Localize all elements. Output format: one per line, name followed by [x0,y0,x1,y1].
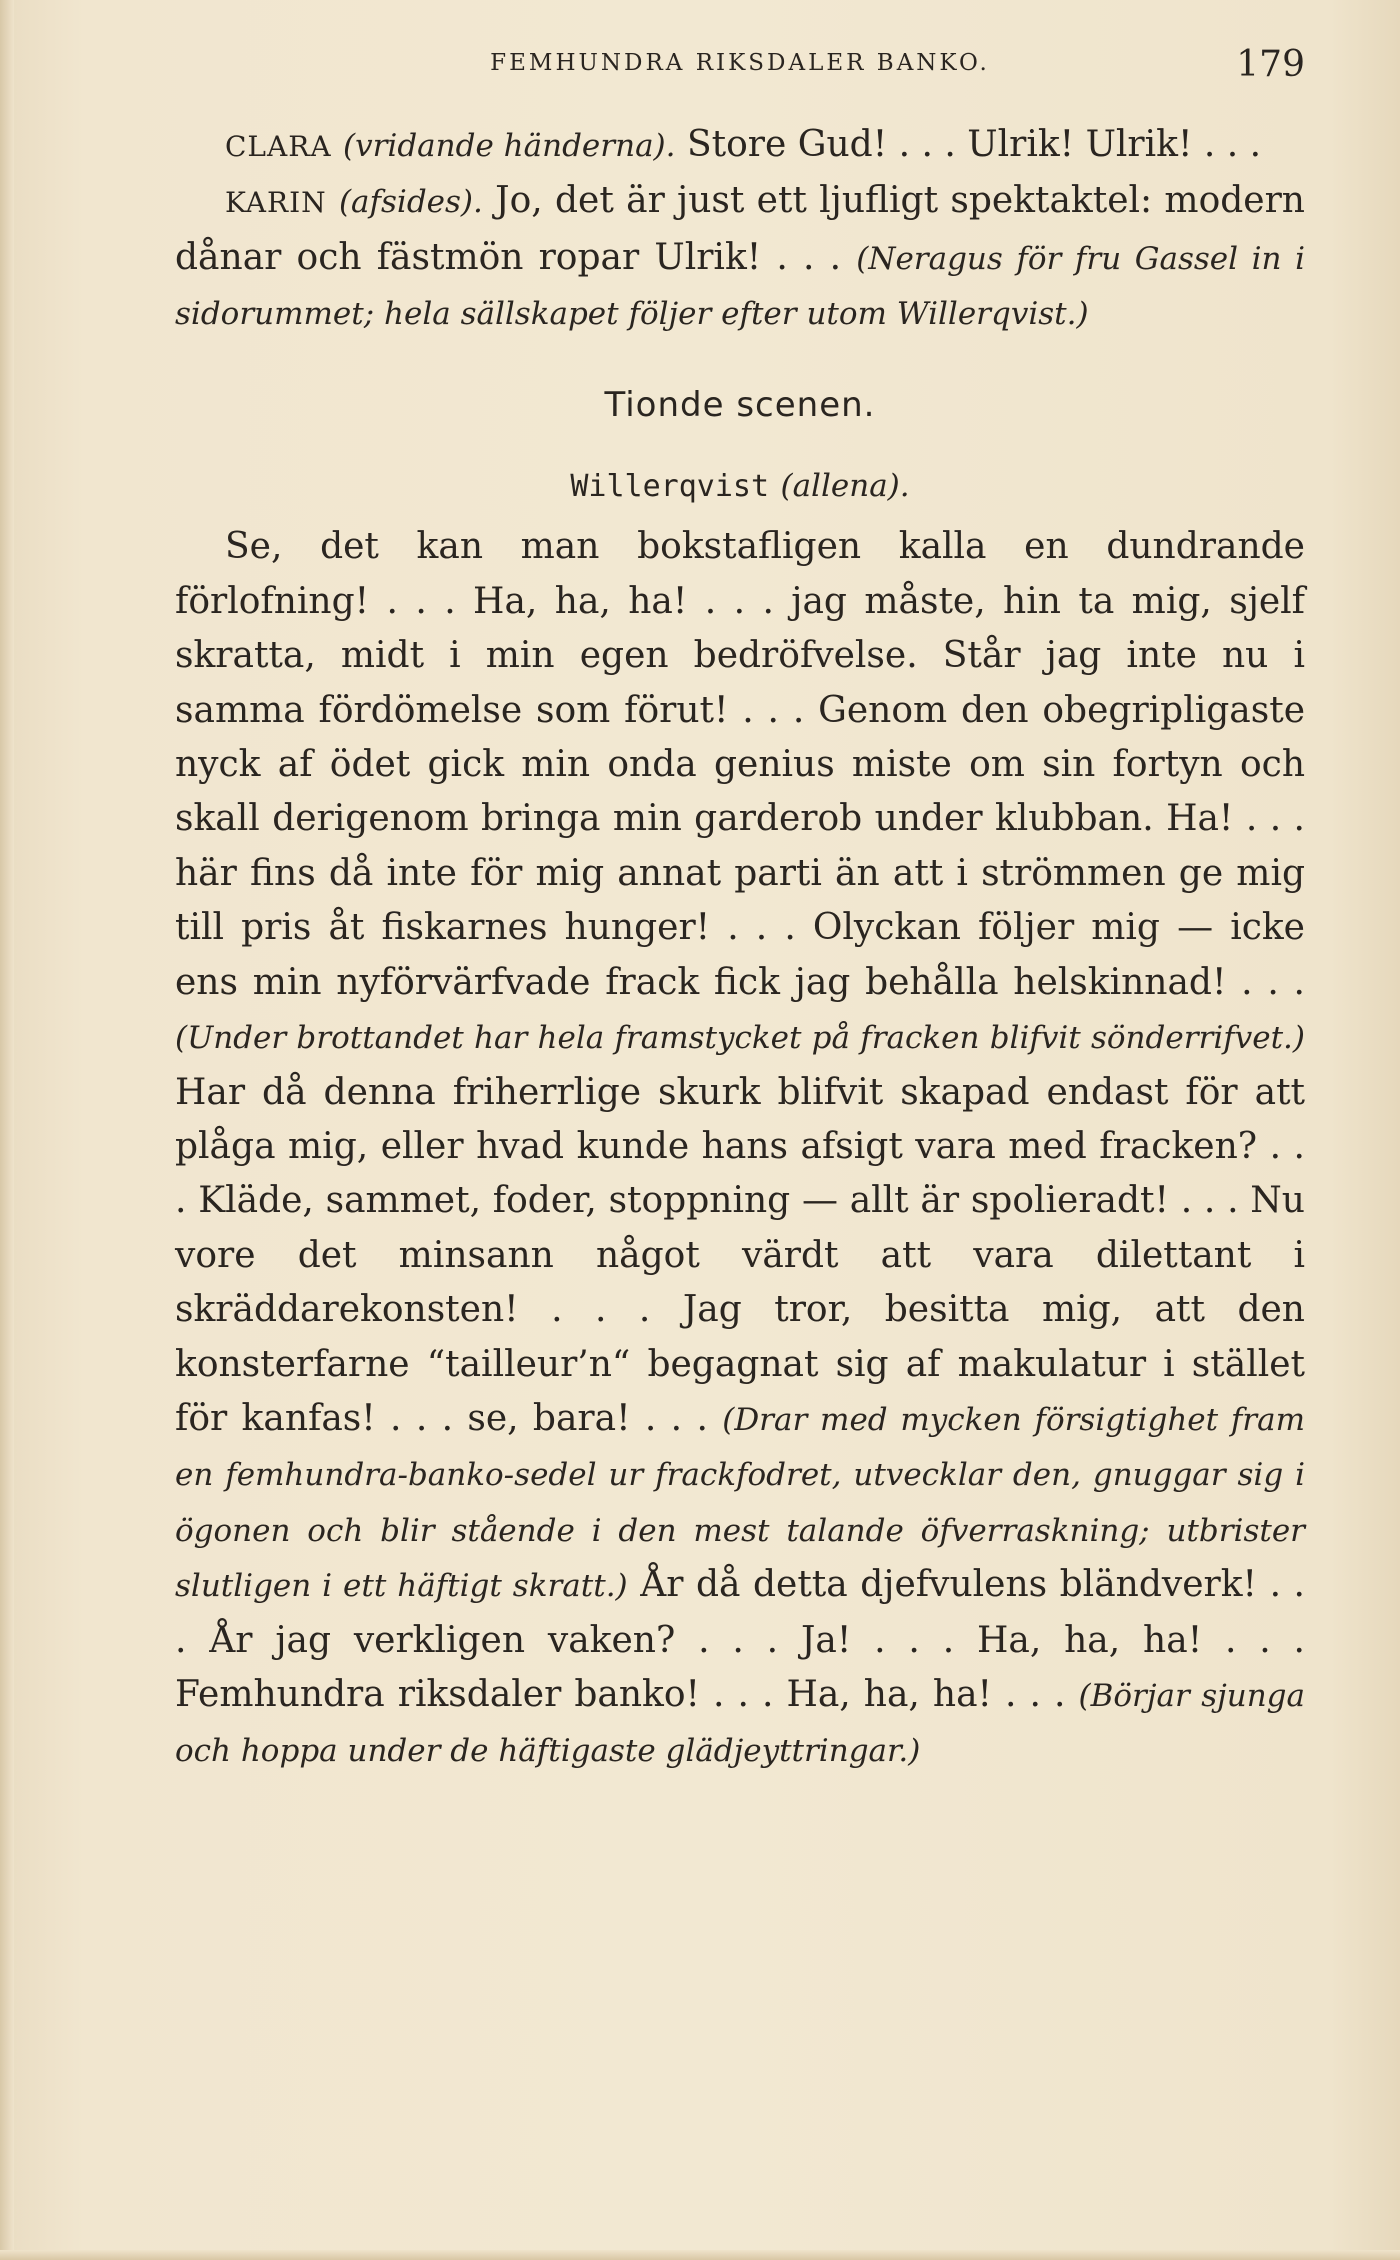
monologue-text: År då detta djefvulens bländverk! . . . År jag verkligen vaken? . . . Ja! . . . Ha, ha, ha! . . . Femhundra riksdaler banko! . . . Ha, ha, ha! . . . [175,1564,1305,1715]
running-title: FEMHUNDRA RIKSDALER BANKO. [490,50,990,76]
page-edge [0,0,14,2260]
speech-text: Jo, det är just ett ljufligt spektaktel: modern dånar och fästmön ropar Ulrik! . . . [175,180,1305,278]
stage-direction: (allena). [780,468,910,505]
speaker-willerqvist: Willerqvist [570,469,770,505]
speech-text: Store Gud! . . . Ulrik! Ulrik! . . . [675,124,1262,165]
stage-direction: (vridande händerna). [343,128,676,164]
page-body [175,118,1305,1779]
page-number: 179 [1236,44,1305,85]
stage-direction: (Börjar sjunga och hoppa under de häftigaste glädjeyttringar.) [175,1677,1305,1770]
speaker-karin: KARIN [225,186,327,220]
stage-direction: (Neragus för fru Gassel in i sidorummet; hela sällskapet följer efter utom Willerqvist.) [175,240,1306,333]
scene-speaker-line [175,458,1305,514]
scene-title: Tionde scenen. [604,384,876,425]
karin-speech [175,174,1305,341]
page-header [175,44,1305,84]
page-bottom-edge [0,2250,1400,2260]
stage-direction: (Under brottandet har hela framstycket på fracken blifvit sönderrifvet.) [175,1020,1305,1057]
monologue [175,520,1305,1778]
monologue-text: Se, det kan man bokstafligen kalla en dundrande förlofning! . . . Ha, ha, ha! . . . jag måste, hin ta mig, sjelf skratta, midt i min egen bedröfvelse. Står jag inte nu i samma fördömelse som förut! . . . Genom den obegripligaste nyck af ödet gick min onda genius miste om sin fortyn och skall derigenom bringa min garderob under klubban. Ha! . . . här fins då inte för mig annat parti än att i strömmen ge mig till pris åt fiskarnes hunger! . . . Olyckan följer mig — icke ens min nyförvärfvade frack fick jag behålla helskinnad! . . . [175,526,1305,1003]
speaker-clara: CLARA [225,130,332,163]
stage-direction: (afsides). [338,184,483,221]
stage-direction: (Drar med mycken försigtighet fram en femhundra-banko-sedel ur frackfodret, utvecklar den, gnuggar sig i ögonen och blir stående i den mest talande öfverraskning; utbrister slutligen i ett häftigt skratt.) [175,1401,1305,1605]
clara-speech [175,118,1305,174]
monologue-text: Har då denna friherrlige skurk blifvit skapad endast för att plåga mig, eller hvad kunde hans afsigt vara med fracken? . . . Kläde, sammet, foder, stoppning — allt är spolieradt! . . . Nu vore det minsann något värdt att vara dilettant i skräddarekonsten! . . . Jag tror, besitta mig, att den konsterfarne “tailleur’n“ begagnat sig af makulatur i stället för kanfas! . . . se, bara! . . . [175,1071,1305,1439]
